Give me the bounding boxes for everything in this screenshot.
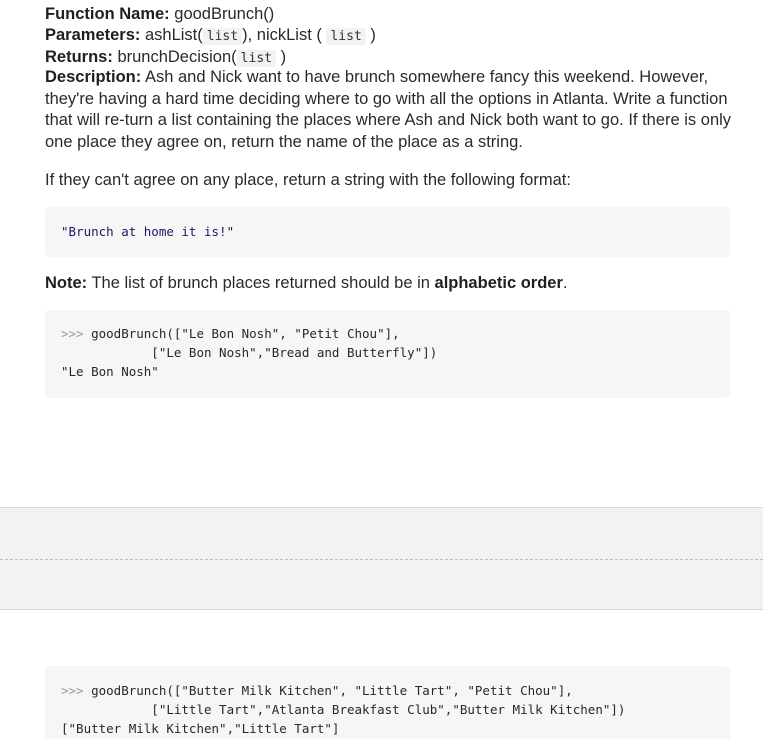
example-1-output: "Le Bon Nosh"	[61, 364, 159, 379]
cant-agree-text: If they can't agree on any place, return a string with the following format:	[45, 171, 571, 189]
parameters-label: Parameters:	[45, 26, 141, 44]
function-name-label: Function Name:	[45, 5, 170, 23]
example-1-line-2: ["Le Bon Nosh","Bread and Butterfly"])	[61, 345, 438, 360]
returns-label: Returns:	[45, 48, 113, 66]
returns-close: )	[280, 48, 287, 66]
description-label: Description:	[45, 68, 142, 86]
param-1-type: list	[203, 28, 242, 45]
format-code: "Brunch at home it is!"	[61, 224, 235, 239]
parameters-line	[45, 24, 376, 48]
description-paragraph	[45, 67, 735, 153]
function-name-value: goodBrunch()	[174, 5, 275, 23]
example-2-call: goodBrunch(["Butter Milk Kitchen", "Little Tart", "Petit Chou"],	[83, 683, 573, 698]
param-1-close: ),	[242, 26, 253, 44]
example-2-prompt: >>>	[61, 683, 84, 698]
note-emphasis: alphabetic order	[434, 274, 563, 292]
returns-type: list	[237, 50, 276, 67]
example-2-line-1	[61, 681, 730, 700]
note-period: .	[562, 274, 568, 292]
example-2-line-2: ["Little Tart","Atlanta Breakfast Club","Butter Milk Kitchen"])	[61, 702, 626, 717]
note-line	[45, 272, 567, 294]
note-label: Note:	[45, 274, 88, 292]
format-code-block	[45, 207, 730, 257]
example-1-line-1	[61, 324, 730, 343]
dashed-divider	[0, 559, 763, 560]
section-separator-band	[0, 507, 763, 610]
example-2-code-block	[45, 666, 730, 739]
description-text: Ash and Nick want to have brunch somewhere fancy this weekend. However, they're having a hard time deciding where to go with all the options in Atlanta. Write a function that will re-turn a list containing the places where Ash and Nick both want to go. If there is only one place they agree on, return the name of the place as a string.	[45, 68, 732, 151]
param-2-name: nickList (	[256, 26, 322, 44]
function-name-line	[45, 3, 274, 25]
example-1-call: goodBrunch(["Le Bon Nosh", "Petit Chou"],	[83, 326, 400, 341]
param-1-name: ashList(	[144, 26, 203, 44]
returns-name: brunchDecision(	[117, 48, 237, 66]
example-1-prompt: >>>	[61, 326, 84, 341]
example-1-code-block	[45, 310, 730, 398]
example-2-output: ["Butter Milk Kitchen","Little Tart"]	[61, 721, 340, 736]
param-2-type: list	[326, 28, 365, 45]
param-2-close: )	[370, 26, 376, 44]
note-text: The list of brunch places returned should be in	[91, 274, 430, 292]
